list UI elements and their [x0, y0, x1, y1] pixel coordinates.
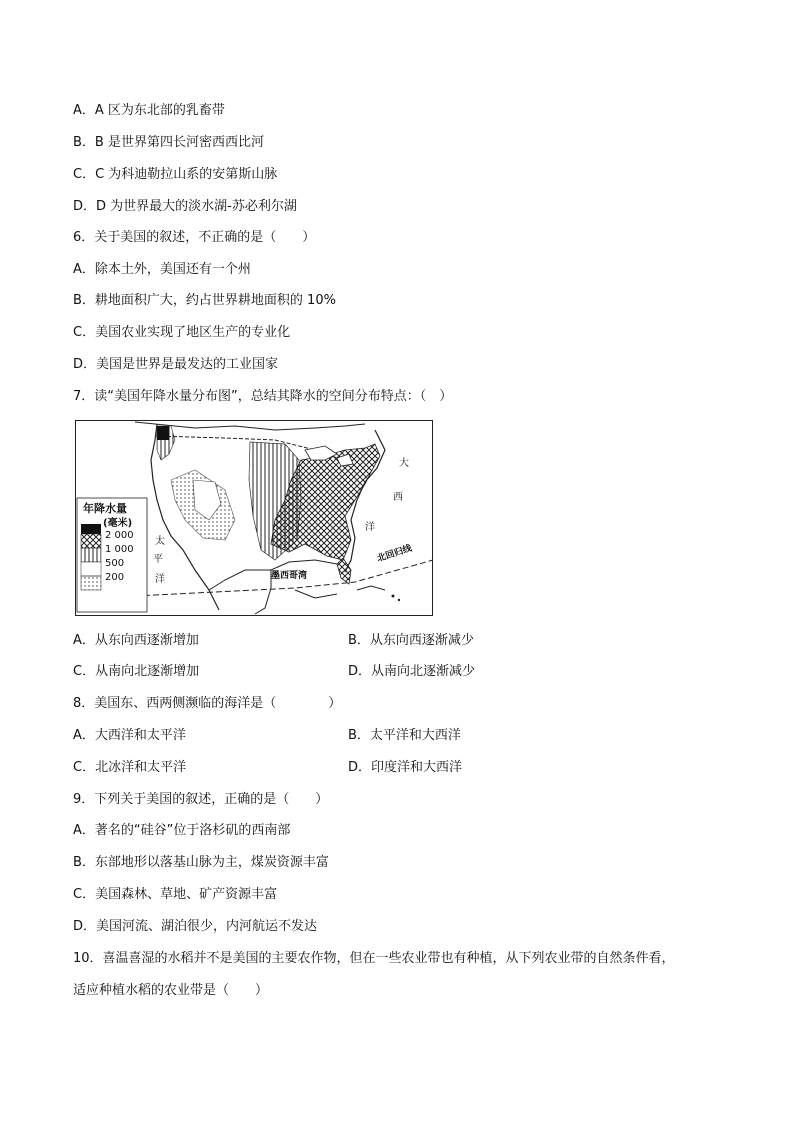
legend-value-2000: 2 000 [105, 530, 134, 541]
label-atlantic-3: 洋 [365, 522, 375, 533]
q9-option-d: D．美国河流、湖泊很少，内河航运不发达 [73, 919, 318, 934]
q7-option-c: C．从南向北逐渐增加 [73, 664, 200, 679]
legend-value-500: 500 [105, 558, 125, 569]
legend-unit: (毫米) [103, 518, 133, 529]
q8-stem: 8．美国东、西两侧濒临的海洋是（ ） [73, 696, 342, 711]
label-gulf-of-mexico: 墨西哥湾 [271, 571, 308, 581]
q6-option-b: B．耕地面积广大，约占世界耕地面积的 10% [73, 293, 336, 308]
legend-value-200: 200 [105, 572, 125, 583]
legend-title: 年降水量 [83, 502, 127, 515]
label-pacific-3: 洋 [155, 574, 165, 585]
q9-stem: 9．下列关于美国的叙述，正确的是（ ） [73, 792, 329, 807]
q9-option-c: C．美国森林、草地、矿产资源丰富 [73, 887, 278, 902]
q5-option-b: B．B 是世界第四长河密西西比河 [73, 135, 264, 150]
q6-option-c: C．美国农业实现了地区生产的专业化 [73, 325, 291, 340]
q5-option-d: D．D 为世界最大的淡水湖-苏必利尔湖 [73, 199, 297, 214]
label-pacific-1: 太 [155, 536, 165, 547]
q7-option-d: D．从南向北逐渐减少 [348, 664, 476, 679]
q7-option-a: A．从东向西逐渐增加 [73, 633, 199, 648]
q8-option-c: C．北冰洋和太平洋 [73, 760, 187, 775]
legend-value-1000: 1 000 [105, 544, 134, 555]
label-atlantic-1: 大 [399, 458, 409, 469]
q5-option-c: C．C 为科迪勒拉山系的安第斯山脉 [73, 167, 278, 182]
q8-option-b: B．太平洋和大西洋 [348, 728, 461, 743]
q6-option-d: D．美国是世界是最发达的工业国家 [73, 357, 279, 372]
q6-option-a: A．除本土外，美国还有一个州 [73, 262, 251, 277]
q6-stem: 6．关于美国的叙述，不正确的是（ ） [73, 230, 316, 245]
q10-stem-line1: 10．喜温喜湿的水稻并不是美国的主要农作物，但在一些农业带也有种植，从下列农业带的自然条件看， [73, 951, 675, 966]
q8-option-a: A．大西洋和太平洋 [73, 728, 186, 743]
precipitation-map [75, 420, 433, 616]
label-atlantic-2: 西 [393, 492, 403, 503]
q9-option-a: A．著名的“硅谷”位于洛杉矶的西南部 [73, 823, 291, 838]
label-pacific-2: 平 [153, 554, 163, 565]
q9-option-b: B．东部地形以落基山脉为主，煤炭资源丰富 [73, 855, 329, 870]
q7-stem: 7．读“美国年降水量分布图”，总结其降水的空间分布特点：（ ） [73, 389, 453, 404]
q7-option-b: B．从东向西逐渐减少 [348, 633, 474, 648]
label-tropic-of-cancer: 北回归线 [375, 543, 414, 565]
q8-option-d: D．印度洋和大西洋 [348, 760, 463, 775]
q10-stem-line2: 适应种植水稻的农业带是（ ） [73, 983, 269, 998]
q5-option-a: A．A 区为东北部的乳畜带 [73, 103, 225, 118]
